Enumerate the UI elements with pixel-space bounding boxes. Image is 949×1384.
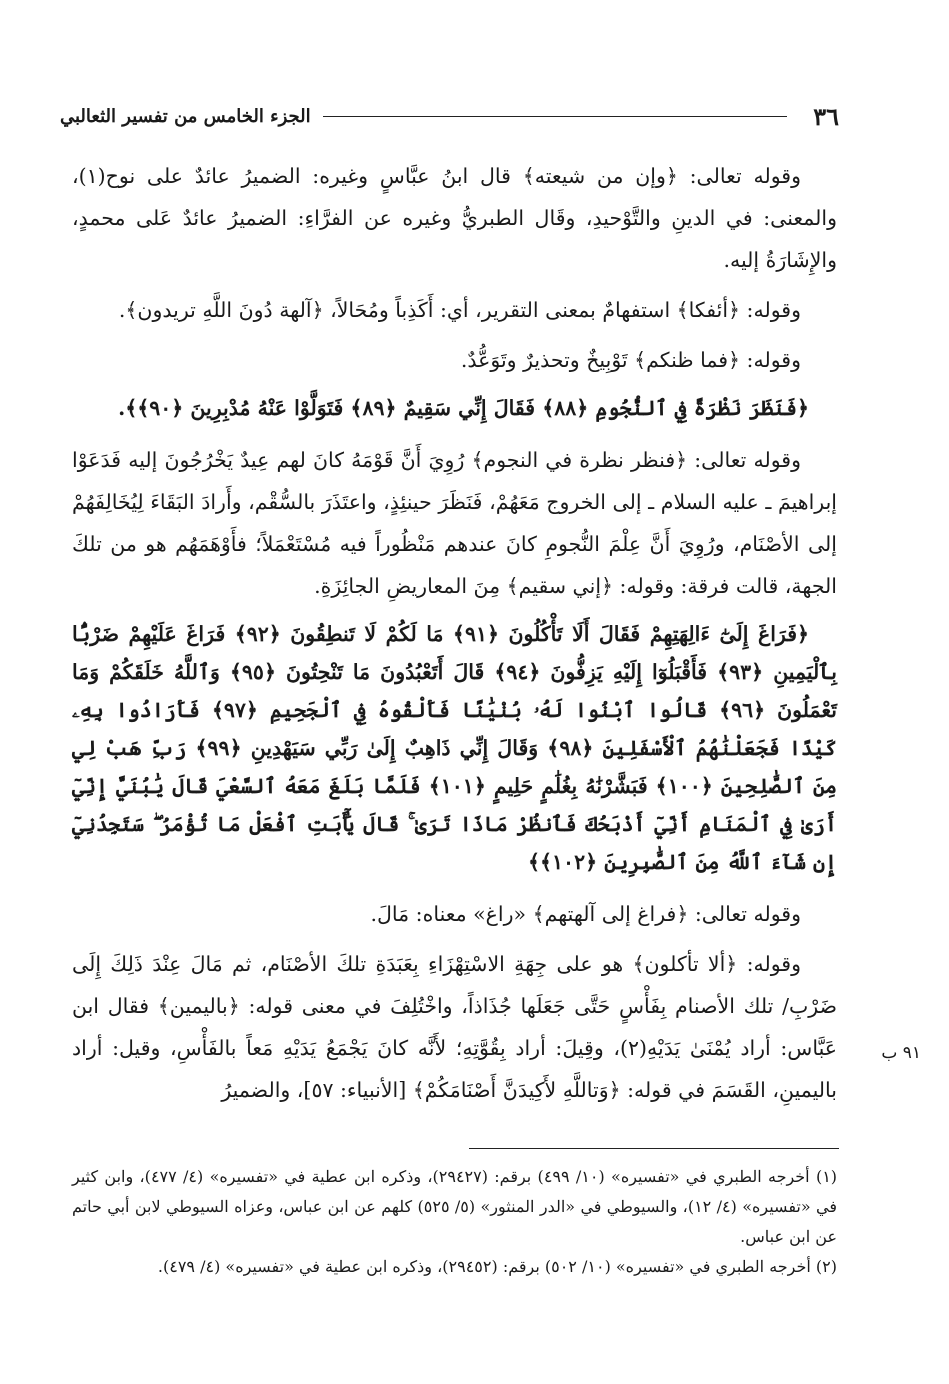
paragraph: وقوله: ﴿ألا تأكلون﴾ هو على جِهَةِ الاسْتِهْزَاءِ بِعَبَدَةِ تلكَ الأصْنَام، ثم مَالَ عِنْدَ ذَلِكَ إِلَى ضَرْبِ/ تلك الأصنام بِفَأْسٍ حَتَّى جَعَلَها جُذَاذاً، واخْتُلِفَ في معنى قوله: ﴿باليمين﴾ فقال ابن عَبَّاس: أراد يُمْنَىٰ يَدَيْهِ(٢)، وقِيلَ: أراد بِقُوَّتِهِ؛ لأَنَّه كانَ يَجْمَعُ يَدَيْهِ مَعاً بالفَأْسِ، وقيل: أراد باليمينِ، القَسَمَ في قوله: ﴿وَتاللَّهِ لأَكِيدَنَّ أَصْنَامَكُمْ﴾ [الأنبياء: ٥٧]، والضميرُ <box>72 952 837 1102</box>
quran-verses: ﴿فَرَاغَ إِلَىٰٓ ءَالِهَتِهِمْ فَقَالَ أَلَا تَأْكُلُونَ ﴿٩١﴾ مَا لَكُمْ لَا تَنطِقُونَ ﴿٩٢﴾ فَرَاغَ عَلَيْهِمْ ضَرْبًۢا بِٱلْيَمِينِ ﴿٩٣﴾ فَأَقْبَلُوٓا إِلَيْهِ يَزِفُّونَ ﴿٩٤﴾ قَالَ أَتَعْبُدُونَ مَا تَنْحِتُونَ ﴿٩٥﴾ وَٱللَّهُ خَلَقَكُمْ وَمَا تَعْمَلُونَ ﴿٩٦﴾ قَالُوا ٱبْنُوا لَهُۥ بُنْيَٰنًا فَأَلْقُوهُ فِي ٱلْجَحِيمِ ﴿٩٧﴾ فَأَرَادُوا بِهِۦ كَيْدًا فَجَعَلْنَٰهُمُ ٱلْأَسْفَلِينَ ﴿٩٨﴾ وَقَالَ إِنِّي ذَاهِبٌ إِلَىٰ رَبِّي سَيَهْدِينِ ﴿٩٩﴾ رَبِّ هَبْ لِي مِنَ ٱلصَّٰلِحِينَ ﴿١٠٠﴾ فَبَشَّرْنَٰهُ بِغُلَٰمٍ حَلِيمٍ ﴿١٠١﴾ فَلَمَّا بَلَغَ مَعَهُ ٱلسَّعْيَ قَالَ يَٰبُنَيَّ إِنِّيٓ أَرَىٰ فِي ٱلْمَنَامِ أَنِّيٓ أَذْبَحُكَ فَٱنظُرْ مَاذَا تَرَىٰ ۚ قَالَ يَٰٓأَبَتِ ٱفْعَلْ مَا تُؤْمَرُ ۖ سَتَجِدُنِيٓ إِن شَآءَ ٱللَّهُ مِنَ ٱلصَّٰبِرِينَ ﴿١٠٢﴾﴾ <box>72 622 837 874</box>
page-number: ٣٦ <box>813 101 839 131</box>
paragraph: وقوله تعالى: ﴿فراغ إلى آلهتهم﴾ «راغ» معناه: مَالَ. <box>370 902 801 926</box>
footnote: (٢) أخرجه الطبري في «تفسيره» (١٠/ ٥٠٢) برقم: (٢٩٤٥٢)، وذكره ابن عطية في «تفسيره» (٤/ ٤٧٩). <box>157 1257 837 1276</box>
header-rule <box>323 116 788 117</box>
paragraph: وقوله: ﴿أئفكا﴾ استفهامٌ بمعنى التقرير، أي: أَكَذِباً ومُحَالاً، ﴿آلهة دُونَ اللَّهِ تريدون﴾. <box>118 298 801 322</box>
footnote-divider <box>469 1148 839 1149</box>
running-title: الجزء الخامس من تفسير الثعالبي <box>60 105 311 127</box>
page-header <box>60 98 839 134</box>
footnotes <box>72 1162 837 1282</box>
manuscript-folio-note: ٩١ ب <box>881 1043 921 1063</box>
footnote: (١) أخرجه الطبري في «تفسيره» (١٠/ ٤٩٩) برقم: (٢٩٤٢٧)، وذكره ابن عطية في «تفسيره» (٤/ ٤٧٧)، وابن كثير في «تفسيره» (٤/ ١٢)، والسيوطي في «الدر المنثور» (٥/ ٥٢٥) كلهم عن ابن عباس، وعزاه السيوطي لابن أبي حاتم عن ابن عباس. <box>72 1167 838 1246</box>
paragraph: وقوله تعالى: ﴿فنظر نظرة في النجوم﴾ رُوِيَ أَنَّ قَوْمَهُ كانَ لهم عِيدٌ يَخْرُجُونَ إليه فَدَعَوْا إبراهيمَ ـ عليه السلام ـ إلى الخروج مَعَهُمْ، فَنَظَرَ حينئِذٍ، واعتَذَرَ بالسُّقْم، وأَرادَ البَقَاءَ لِيُخَالِفَهُمْ إلى الأصْنَام، ورُوِيَ أَنَّ عِلْمَ النُّجومِ كانَ عندهم مَنْظُوراً فيه مُسْتَعْمَلاً؛ فأَوْهَمَهُم هو من تلكَ الجهة، قالت فرقة: وقوله: ﴿إني سقيم﴾ مِنَ المعاريضِ الجائِزَةِ. <box>72 448 837 598</box>
paragraph: وقوله تعالى: ﴿وإن من شيعته﴾ قال ابنُ عبَّاسٍ وغيره: الضميرُ عائدٌ على نوح(١)، والمعنى: في الدينِ والتَّوْحيدِ، وقَال الطبريُّ وغيره عن الفرَّاءِ: الضميرُ عائدٌ عَلى محمدٍ، والإِشَارَةُ إليه. <box>72 164 837 272</box>
quran-verses: ﴿فَنَظَرَ نَظْرَةً فِي ٱلنُّجُومِ ﴿٨٨﴾ فَقَالَ إِنِّي سَقِيمٌ ﴿٨٩﴾ فَتَوَلَّوْا عَنْهُ مُدْبِرِينَ ﴿٩٠﴾﴾. <box>118 396 809 420</box>
main-text <box>72 155 837 1119</box>
paragraph: وقوله: ﴿فما ظنكم﴾ تَوْبِيخٌ وتحذيرٌ وتَوَعُّدٌ. <box>460 348 801 372</box>
